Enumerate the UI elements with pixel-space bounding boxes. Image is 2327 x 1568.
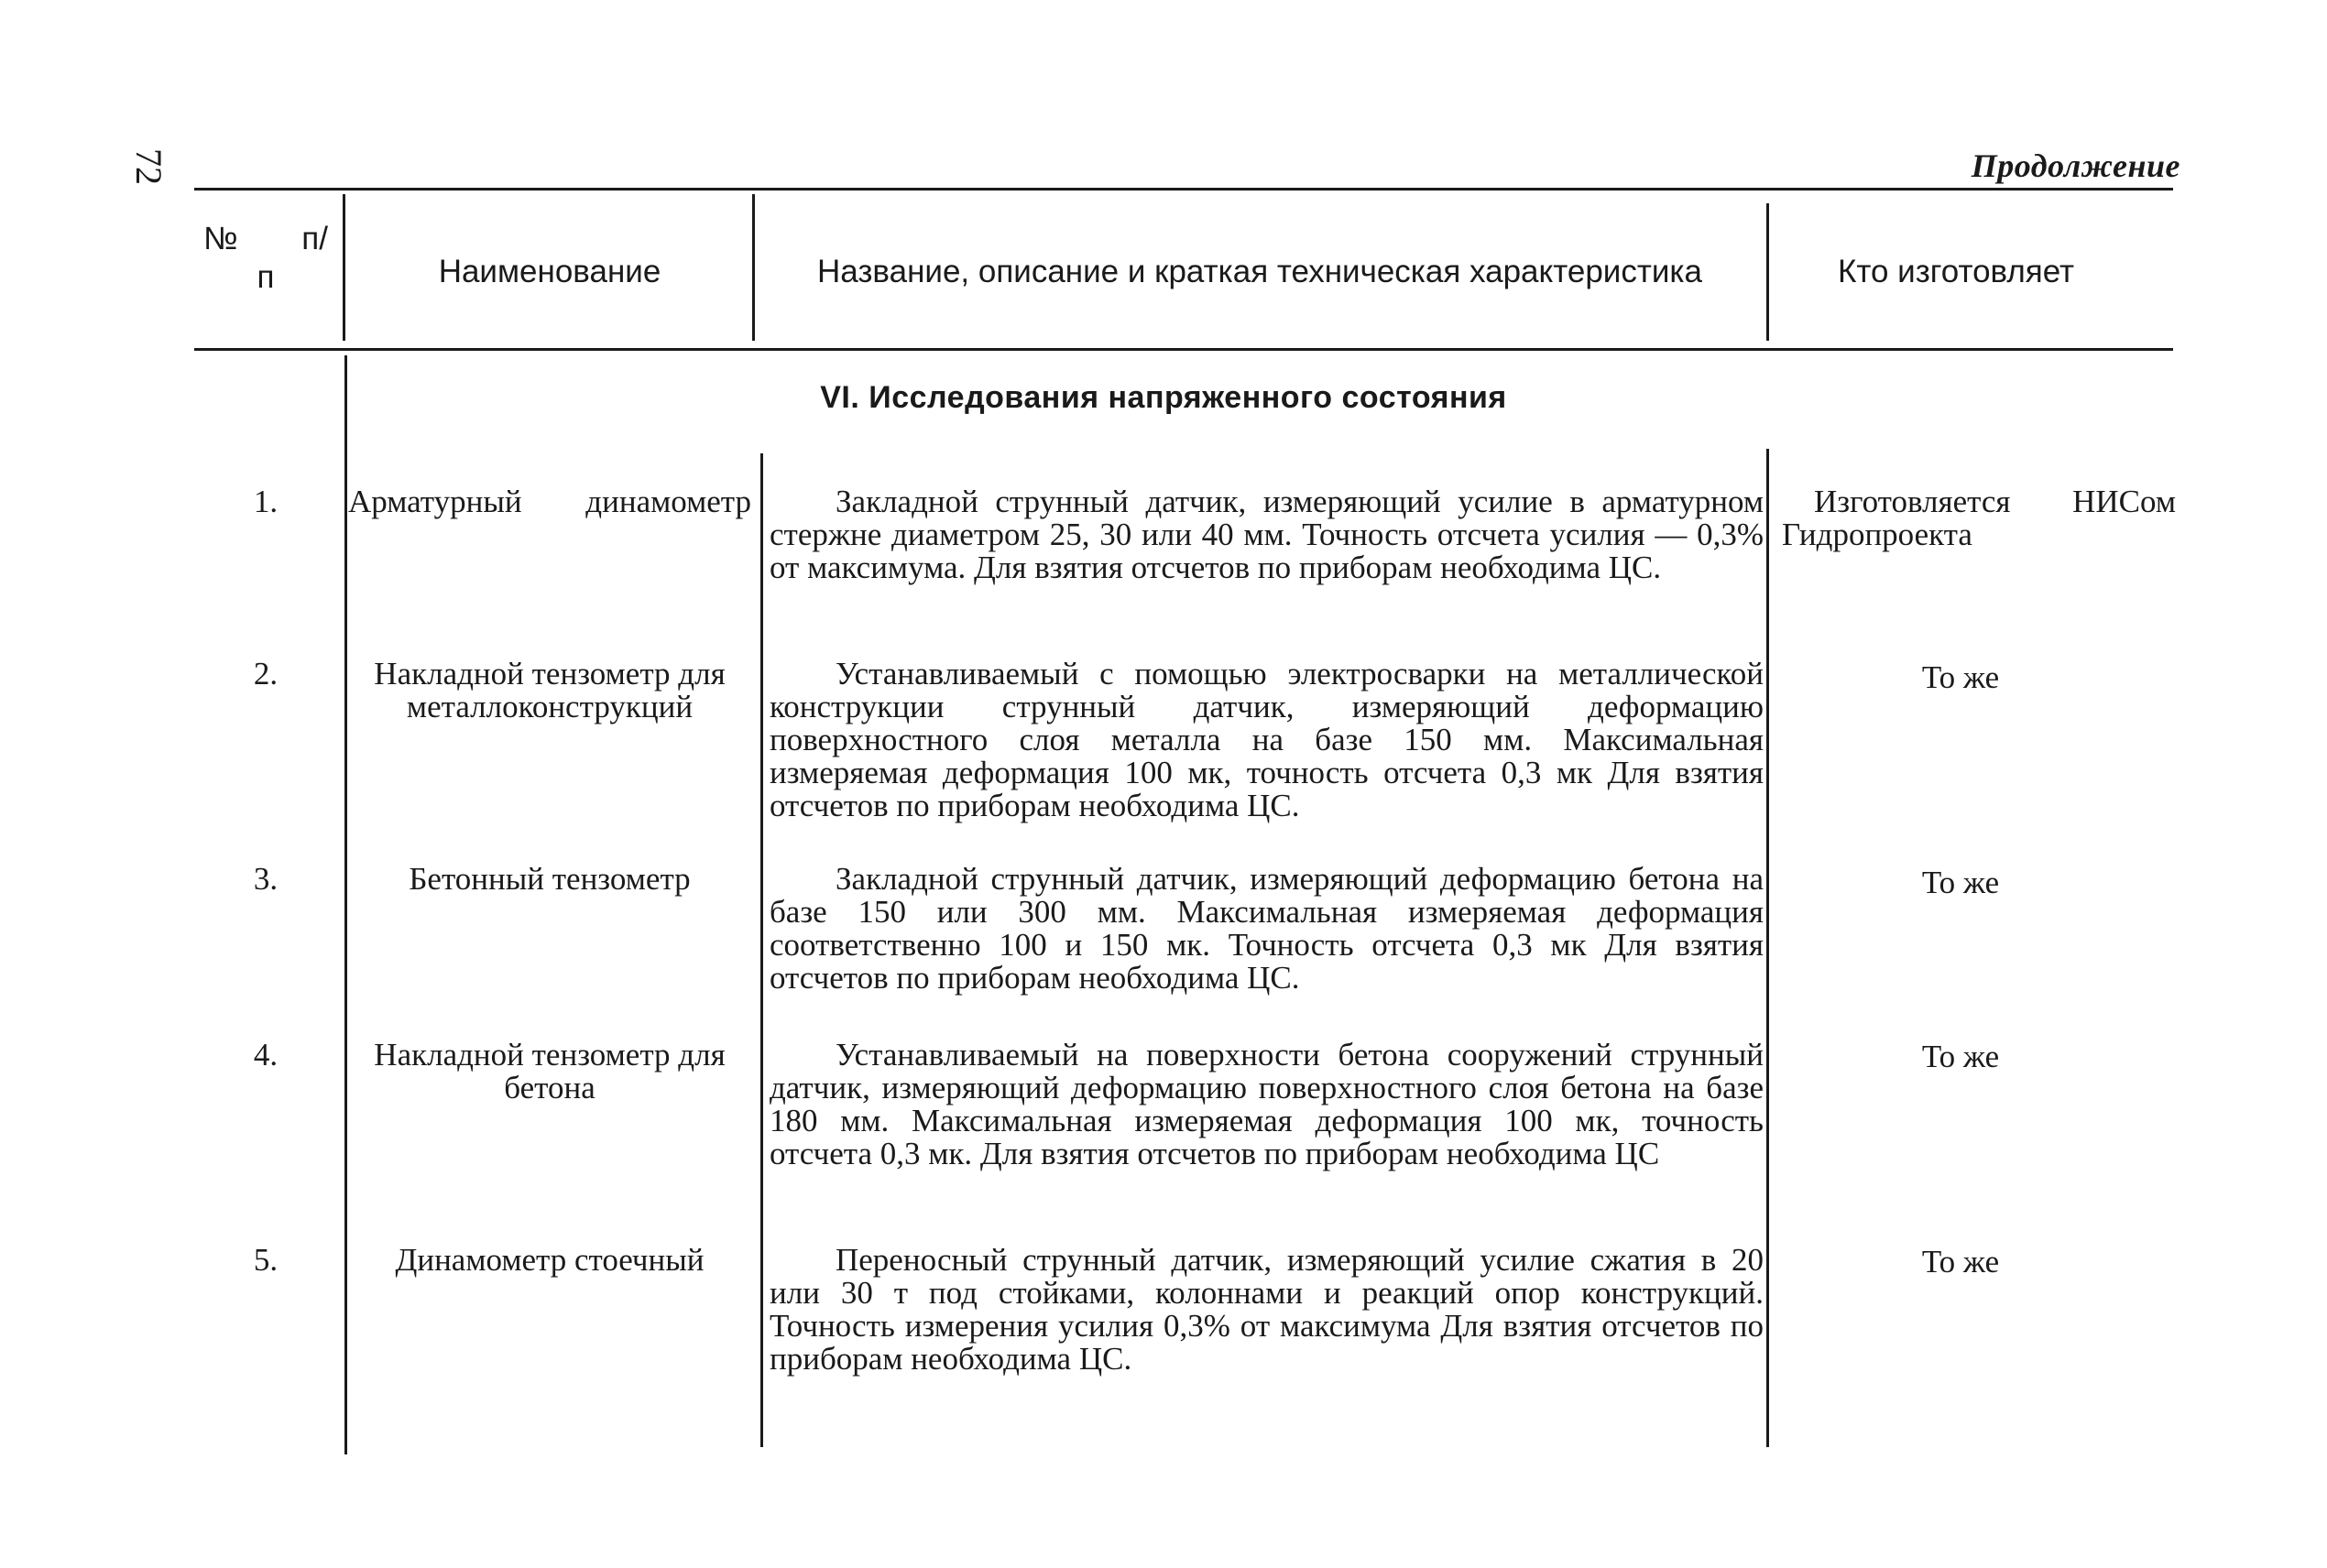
header-divider-2 bbox=[752, 194, 755, 341]
body-divider-2 bbox=[760, 453, 763, 1447]
row-5-number: 5. bbox=[253, 1242, 279, 1278]
section-title: VI. Исследования напряженного состояния bbox=[820, 380, 1507, 415]
row-3-name: Бетонный тензометр bbox=[409, 861, 691, 897]
row-4-number: 4. bbox=[253, 1037, 279, 1073]
row-2-description: Устанавливаемый с помощью электросварки на металлической конструкции струнный датчик, измеряющий деформацию поверхностного слоя металла на базе 150 мм. Максимальная измеряемая деформация 100 мк, точность отсчета 0,3 мк Для взятия отсчетов по приборам необходима ЦС. bbox=[770, 656, 1764, 823]
header-number: № п/п bbox=[203, 221, 328, 295]
row-1-manufacturer: Изготовляется НИСом Гидропроекта bbox=[1782, 484, 2176, 552]
row-1-description: Закладной струнный датчик, измеряющий усилие в арматурном стержне диаметром 25, 30 или 40 мм. Точность отсчета усилия — 0,3% от максимума. Для взятия отсчетов по приборам необходима ЦС. bbox=[770, 484, 1764, 585]
continuation-label: Продолжение bbox=[1971, 147, 2180, 184]
row-1-name: Арматурный динамометр bbox=[348, 484, 751, 519]
row-3-number: 3. bbox=[253, 861, 279, 897]
table-top-rule bbox=[194, 188, 2173, 191]
header-divider-1 bbox=[343, 194, 345, 341]
row-4-name: Накладной тензометр для бетона bbox=[374, 1037, 726, 1105]
row-3-manufacturer: То же bbox=[1921, 865, 2000, 900]
row-2-name: Накладной тензометр для металлоконструкций bbox=[374, 656, 726, 724]
row-4-manufacturer: То же bbox=[1921, 1039, 2000, 1074]
body-divider-3 bbox=[1766, 449, 1769, 1447]
row-4-description: Устанавливаемый на поверхности бетона сооружений струнный датчик, измеряющий деформацию поверхностного слоя бетона на базе 180 мм. Максимальная измеряемая деформация 100 мк, точность отсчета 0,3 мк. Для взятия отсчетов по приборам необходима ЦС bbox=[770, 1037, 1764, 1171]
row-5-name: Динамометр стоечный bbox=[395, 1242, 705, 1278]
header-manufacturer: Кто изготовляет bbox=[1837, 254, 2075, 289]
row-5-manufacturer: То же bbox=[1921, 1244, 2000, 1279]
header-description: Название, описание и краткая техническая характеристика bbox=[817, 254, 1702, 289]
row-2-manufacturer: То же bbox=[1921, 659, 2000, 695]
header-bottom-rule bbox=[194, 348, 2173, 351]
header-name: Наименование bbox=[438, 254, 661, 289]
row-5-description: Переносный струнный датчик, измеряющий усилие сжатия в 20 или 30 т под стойками, колоннами и реакций опор конструкций. Точность измерения усилия 0,3% от максимума Для взятия отсчетов по приборам необходима ЦС. bbox=[770, 1242, 1764, 1377]
row-1-number: 1. bbox=[253, 484, 279, 519]
row-2-number: 2. bbox=[253, 656, 279, 691]
body-divider-1 bbox=[344, 355, 347, 1454]
page-number: 72 bbox=[128, 148, 169, 185]
row-3-description: Закладной струнный датчик, измеряющий деформацию бетона на базе 150 или 300 мм. Максимальная измеряемая деформация соответственно 100 и 150 мк. Точность отсчета 0,3 мк Для взятия отсчетов по приборам необходима ЦС. bbox=[770, 861, 1764, 996]
